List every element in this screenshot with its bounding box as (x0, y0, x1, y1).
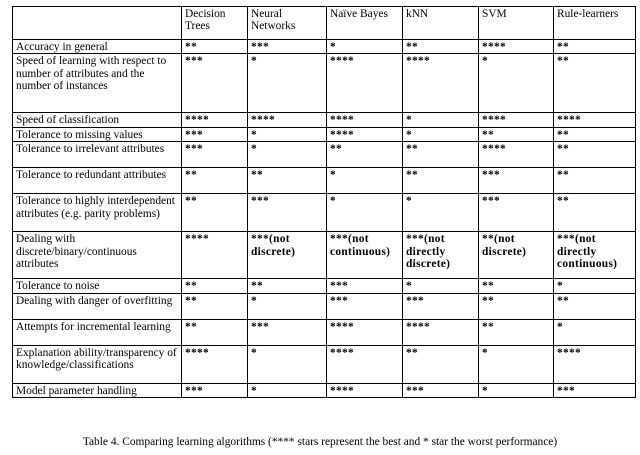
rating-cell: ** (327, 142, 403, 168)
table-row (13, 383, 636, 397)
header-neural-networks: Neural Networks (248, 7, 327, 40)
rating-cell: ** (554, 168, 636, 194)
rating-cell: * (479, 345, 554, 383)
row-criterion: Tolerance to redundant attributes (13, 168, 182, 194)
rating-cell: * (248, 127, 327, 141)
rating-cell: **** (554, 345, 636, 383)
row-criterion: Dealing with danger of overfitting (13, 293, 182, 319)
table-row (13, 168, 636, 194)
row-criterion: Attempts for incremental learning (13, 319, 182, 345)
rating-cell: ** (479, 127, 554, 141)
rating-cell: *** (479, 168, 554, 194)
rating-cell: *** (327, 293, 403, 319)
table-row (13, 345, 636, 383)
rating-cell: ** (182, 194, 248, 232)
rating-cell: **** (327, 345, 403, 383)
rating-cell: *** (182, 127, 248, 141)
rating-cell: *** (554, 383, 636, 397)
rating-cell: **** (479, 142, 554, 168)
rating-cell: *** (479, 194, 554, 232)
row-criterion: Speed of classification (13, 113, 182, 127)
rating-cell: **** (327, 127, 403, 141)
table-row (13, 232, 636, 279)
table-row (13, 293, 636, 319)
rating-cell: * (248, 54, 327, 113)
table-header-row (13, 7, 636, 40)
rating-cell: ** (554, 293, 636, 319)
rating-cell: ** (403, 168, 479, 194)
row-criterion: Model parameter handling (13, 383, 182, 397)
rating-cell: ** (403, 345, 479, 383)
rating-cell: ** (479, 293, 554, 319)
rating-cell: * (248, 345, 327, 383)
rating-cell: ** (248, 168, 327, 194)
rating-cell: ** (554, 127, 636, 141)
rating-cell: *** (327, 279, 403, 293)
rating-cell: * (554, 319, 636, 345)
rating-cell: *** (403, 293, 479, 319)
header-rule-learners: Rule-learners (554, 7, 636, 40)
rating-cell: ** (403, 40, 479, 54)
header-criterion (13, 7, 182, 40)
rating-cell: *** (182, 383, 248, 397)
table-row (13, 54, 636, 113)
row-criterion: Explanation ability/transparency of knowledge/classifications (13, 345, 182, 383)
rating-cell: ** (479, 279, 554, 293)
row-criterion: Tolerance to irrelevant attributes (13, 142, 182, 168)
rating-cell: **** (248, 113, 327, 127)
rating-cell: ** (182, 40, 248, 54)
rating-cell: * (554, 279, 636, 293)
row-criterion: Tolerance to noise (13, 279, 182, 293)
rating-cell: *** (403, 383, 479, 397)
table-row (13, 142, 636, 168)
rating-cell: **** (182, 345, 248, 383)
rating-cell: ***(not directly discrete) (403, 232, 479, 279)
table-row (13, 127, 636, 141)
rating-cell: ***(not continuous) (327, 232, 403, 279)
rating-cell: * (403, 194, 479, 232)
rating-cell: **** (327, 383, 403, 397)
rating-cell: ** (248, 279, 327, 293)
rating-cell: **** (327, 54, 403, 113)
rating-cell: ** (554, 194, 636, 232)
rating-cell: * (479, 383, 554, 397)
header-naive-bayes: Naïve Bayes (327, 7, 403, 40)
rating-cell: ***(not directly continuous) (554, 232, 636, 279)
table-row (13, 319, 636, 345)
rating-cell: **** (327, 319, 403, 345)
rating-cell: * (327, 40, 403, 54)
rating-cell: ** (554, 54, 636, 113)
table-row (13, 194, 636, 232)
rating-cell: *** (182, 54, 248, 113)
rating-cell: * (327, 194, 403, 232)
rating-cell: **** (554, 113, 636, 127)
rating-cell: *** (248, 319, 327, 345)
row-criterion: Speed of learning with respect to number of attributes and the number of instances (13, 54, 182, 113)
rating-cell: ** (479, 319, 554, 345)
rating-cell: ** (554, 142, 636, 168)
rating-cell: *** (248, 194, 327, 232)
rating-cell: * (248, 383, 327, 397)
rating-cell: *** (182, 142, 248, 168)
row-criterion: Tolerance to highly interdependent attributes (e.g. parity problems) (13, 194, 182, 232)
header-svm: SVM (479, 7, 554, 40)
rating-cell: **** (403, 319, 479, 345)
table-row (13, 113, 636, 127)
rating-cell: **** (327, 113, 403, 127)
header-decision-trees: Decision Trees (182, 7, 248, 40)
rating-cell: ** (182, 279, 248, 293)
table-body (13, 40, 636, 398)
rating-cell: **** (479, 113, 554, 127)
table-caption: Table 4. Comparing learning algorithms (**** stars represent the best and * star the worst performance) (82, 436, 558, 448)
rating-cell: **** (182, 232, 248, 279)
rating-cell: **(not discrete) (479, 232, 554, 279)
rating-cell: * (479, 54, 554, 113)
rating-cell: ** (182, 168, 248, 194)
table-row (13, 40, 636, 54)
comparison-table (12, 6, 636, 398)
rating-cell: * (403, 113, 479, 127)
rating-cell: **** (182, 113, 248, 127)
table-row (13, 279, 636, 293)
rating-cell: ** (554, 40, 636, 54)
header-knn: kNN (403, 7, 479, 40)
row-criterion: Dealing with discrete/binary/continuous attributes (13, 232, 182, 279)
row-criterion: Accuracy in general (13, 40, 182, 54)
rating-cell: * (248, 293, 327, 319)
rating-cell: ** (182, 319, 248, 345)
rating-cell: * (403, 279, 479, 293)
rating-cell: **** (479, 40, 554, 54)
row-criterion: Tolerance to missing values (13, 127, 182, 141)
rating-cell: * (403, 127, 479, 141)
rating-cell: ***(not discrete) (248, 232, 327, 279)
rating-cell: ** (182, 293, 248, 319)
rating-cell: **** (403, 54, 479, 113)
rating-cell: ** (403, 142, 479, 168)
rating-cell: * (248, 142, 327, 168)
rating-cell: * (327, 168, 403, 194)
rating-cell: *** (248, 40, 327, 54)
